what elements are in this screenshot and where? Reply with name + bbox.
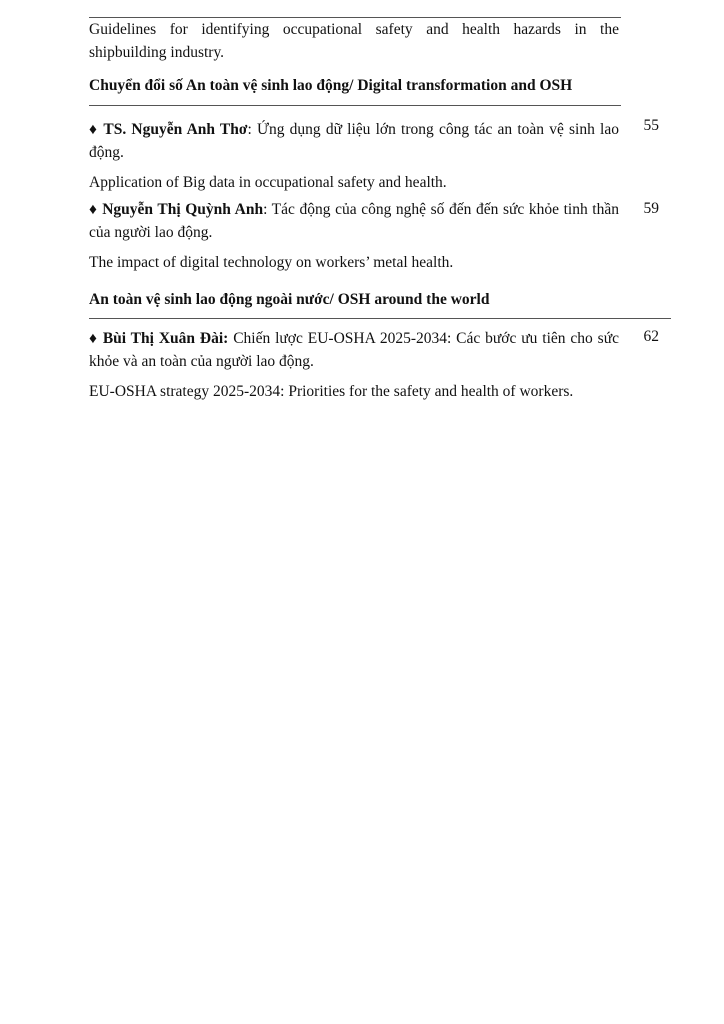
toc-entry-vietnamese-title	[89, 118, 619, 164]
toc-page-number: 59	[643, 200, 659, 217]
toc-entry-english-title: Application of Big data in occupational safety and health.	[89, 174, 447, 191]
toc-entry[interactable]	[89, 327, 619, 403]
section-divider	[89, 318, 671, 319]
section-divider	[89, 105, 621, 106]
toc-entry-continued-line2: shipbuilding industry.	[89, 44, 225, 61]
toc-entry-vietnamese-title	[89, 327, 619, 373]
toc-entry-vi-title: : Tác động của công nghệ số đến đến sức khỏe tinh thần của người lao động.	[89, 201, 619, 241]
toc-entry-author: TS. Nguyễn Anh Thơ	[103, 121, 248, 138]
bullet-diamond-icon: ♦	[89, 201, 103, 218]
toc-entry[interactable]	[89, 198, 619, 274]
toc-entry[interactable]	[89, 118, 619, 194]
toc-entry-english-title: The impact of digital technology on workers’ metal health.	[89, 254, 454, 271]
toc-entry-vi-title: : Ứng dụng dữ liệu lớn trong công tác an toàn vệ sinh lao động.	[89, 121, 619, 161]
toc-entry-author: Nguyễn Thị Quỳnh Anh	[102, 201, 264, 218]
bullet-diamond-icon: ♦	[89, 330, 103, 347]
toc-page-number: 62	[643, 328, 659, 345]
toc-page-number: 55	[643, 117, 659, 134]
toc-entry-author: Bùi Thị Xuân Đài:	[102, 330, 229, 347]
toc-entry-vi-title: Chiến lược EU-OSHA 2025-2034: Các bước ưu tiên cho sức khỏe và an toàn của người lao động.	[89, 330, 619, 370]
bullet-diamond-icon: ♦	[89, 121, 104, 138]
section-heading-digital-transformation: Chuyển đổi số An toàn vệ sinh lao động/ Digital transformation and OSH	[89, 77, 573, 94]
section-heading-osh-around-the-world: An toàn vệ sinh lao động ngoài nước/ OSH around the world	[89, 291, 490, 308]
toc-entry-continued-line1: Guidelines for identifying occupational safety and health hazards in the	[89, 21, 619, 38]
toc-entry-english-title: EU-OSHA strategy 2025-2034: Priorities for the safety and health of workers.	[89, 383, 574, 400]
toc-entry-vietnamese-title	[89, 198, 619, 244]
